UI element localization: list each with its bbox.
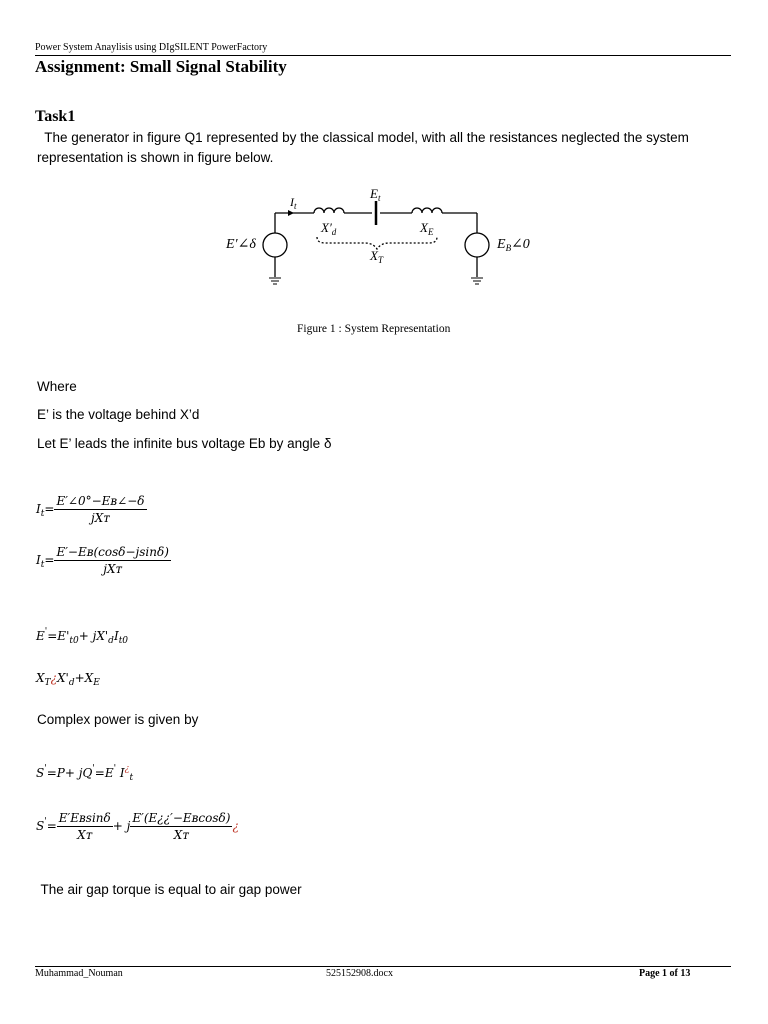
footer-page: Page 1 of 13 — [639, 968, 691, 979]
eq2-denominator: jXᴛ — [103, 562, 123, 576]
eq1-denominator: jXᴛ — [91, 511, 110, 525]
label-source-right-main: E — [497, 237, 506, 252]
air-gap-line: The air gap torque is equal to air gap power — [37, 882, 302, 897]
equation-6: S'= $\frac{\text{E′Eʙsinδ}}{\text{Xᴛ}}$ + j $\frac{\text{E′(E¿¿′−Eʙcosδ)}}{\text{Xᴛ}}$ ¿ — [36, 811, 239, 842]
page-title: Assignment: Small Signal Stability — [35, 57, 287, 76]
eq6-left-numerator: E′Eʙsinδ — [58, 811, 111, 825]
xd-inductor — [314, 208, 344, 213]
equation-2: $I_t=$ $\frac{\text{E′−Eʙ(cosδ−jsinδ)}}{\text{jXᴛ}}$ — [36, 545, 169, 576]
label-terminal-sub: t — [377, 193, 381, 203]
label-xe — [420, 220, 433, 237]
intro-line-2: representation is shown in figure below. — [37, 150, 274, 165]
line-voltage-behind: E’ is the voltage behind X’d — [37, 407, 200, 422]
equation-1: $I_t=$ $\frac{\text{E′∠0°−Eʙ∠−δ}}{\text{jXᴛ}}$ — [36, 494, 145, 525]
label-source-right-angle: ∠0 — [511, 237, 530, 252]
equation-3: $E'=E'_{t0}+ jX'_dI_{t0}$ — [36, 627, 129, 646]
label-terminal-main: E — [370, 186, 378, 201]
complex-power-label: Complex power is given by — [37, 712, 199, 727]
eq6-right-denominator: Xᴛ — [173, 828, 189, 842]
eq2-numerator: E′−Eʙ(cosδ−jsinδ) — [56, 545, 169, 559]
footer-author: Muhammad_Nouman — [35, 968, 123, 979]
eq6-left-denominator: Xᴛ — [77, 828, 93, 842]
xe-inductor — [412, 208, 442, 213]
equation-5: S'=P+ jQ'=E' $I^¿_t$ — [36, 764, 134, 783]
line-leads-angle: Let E’ leads the infinite bus voltage Eb by angle δ — [37, 436, 332, 451]
label-xt-main: X — [370, 248, 378, 263]
label-xd — [321, 220, 336, 237]
label-xe-sub: E — [427, 227, 434, 237]
label-source-right-sub: B — [505, 243, 512, 253]
running-header: Power System Anaylisis using DIgSILENT PowerFactory — [35, 42, 268, 53]
label-source-right — [497, 236, 530, 253]
footer-filename: 525152908.docx — [326, 968, 393, 979]
eq6-right-numerator: E′(E¿¿′−Eʙcosδ) — [132, 811, 231, 825]
figure-caption: Figure 1 : System Representation — [297, 323, 451, 335]
left-source-circle — [263, 233, 287, 257]
header-rule — [35, 55, 731, 56]
right-source-circle — [465, 233, 489, 257]
footer-rule — [35, 966, 731, 967]
equation-4: $X_T¿X'_d+X_E$ — [36, 671, 100, 688]
intro-line-1: The generator in figure Q1 represented by the classical model, with all the resistances neglected the system — [37, 130, 689, 145]
label-xd-main: X′ — [321, 220, 332, 235]
label-source-left: E′∠δ — [226, 237, 256, 252]
label-xd-sub: d — [331, 227, 337, 237]
eq1-numerator: E′∠0°−Eʙ∠−δ — [56, 494, 145, 508]
label-current — [290, 195, 297, 211]
label-current-main: I — [290, 195, 294, 209]
label-current-sub: t — [294, 201, 297, 211]
label-terminal — [370, 186, 380, 203]
system-diagram — [222, 185, 542, 295]
where-label: Where — [37, 379, 77, 394]
label-xt-sub: T — [377, 255, 383, 265]
label-xe-main: X — [420, 220, 428, 235]
task-heading: Task1 — [35, 108, 76, 125]
label-xt — [370, 248, 383, 265]
